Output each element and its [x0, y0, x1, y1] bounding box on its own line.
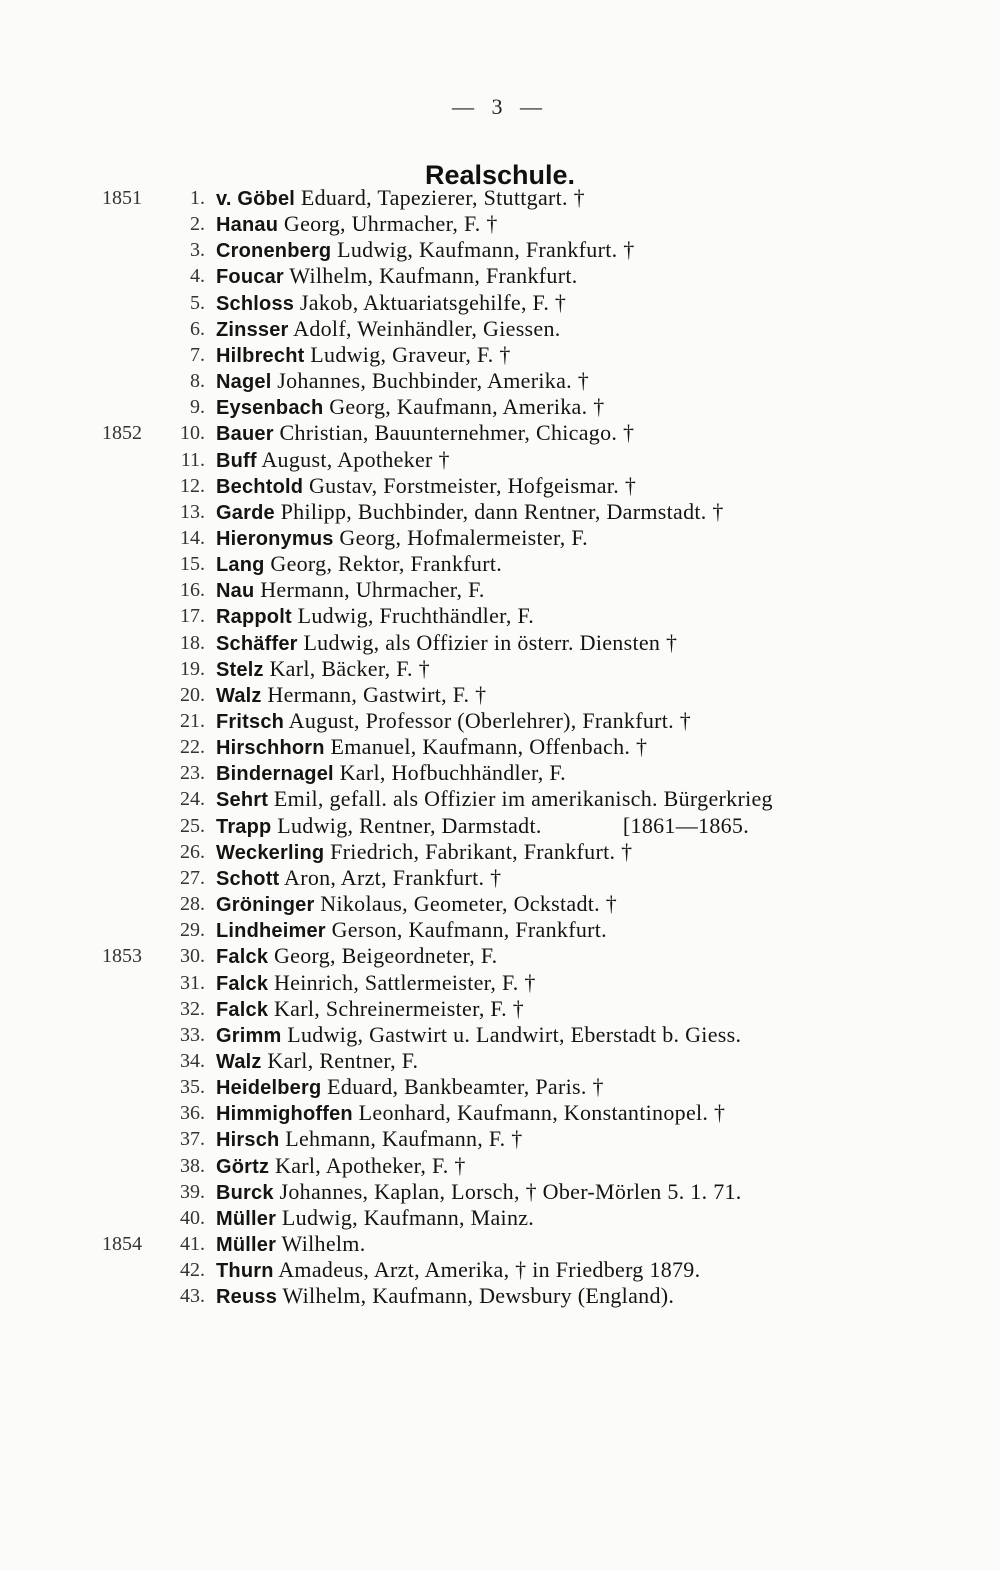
- entry-surname: Bechtold: [216, 475, 304, 498]
- entry-number: 7.: [190, 343, 205, 366]
- entry-details: Georg, Rektor, Frankfurt.: [264, 551, 503, 577]
- entry-surname: Müller: [216, 1234, 277, 1256]
- entry-surname: Thurn: [216, 1260, 274, 1283]
- entry-surname: Sehrt: [216, 789, 269, 812]
- entry-details: Nikolaus, Geometer, Ockstadt. †: [314, 891, 618, 917]
- entry-text: [216, 970, 536, 997]
- entry-details: Georg, Beigeordneter, F.: [268, 943, 498, 969]
- entry-text: [216, 1048, 418, 1075]
- entry-details: Wilhelm.: [276, 1231, 366, 1256]
- entry-number: 43.: [180, 1285, 205, 1308]
- entry-number: 33.: [180, 1023, 205, 1046]
- entry-surname: Lindheimer: [216, 920, 326, 943]
- entry-text: [216, 237, 635, 264]
- entry-details: Philipp, Buchbinder, dann Rentner, Darmstadt. †: [274, 498, 724, 524]
- entry-details: Ludwig, Kaufmann, Mainz.: [276, 1204, 535, 1230]
- entry-surname: Bauer: [216, 423, 274, 446]
- entry-surname: Bindernagel: [216, 763, 334, 786]
- entry-details: Ludwig, Graveur, F. †: [304, 341, 511, 367]
- entry-details: Karl, Schreinermeister, F. †: [268, 995, 525, 1021]
- entry-text: [216, 525, 588, 552]
- entry-details: Wilhelm, Kaufmann, Frankfurt.: [283, 263, 578, 289]
- entry-text: [216, 603, 534, 630]
- entry-text: [216, 839, 632, 866]
- entry-year: 1854: [102, 1233, 142, 1255]
- entry-surname: Schott: [216, 867, 280, 890]
- entry-number: 42.: [180, 1259, 205, 1282]
- entry-surname: Weckerling: [216, 841, 325, 864]
- entry-details: Emil, gefall. als Offizier im amerikanisch. Bürgerkrieg: [268, 786, 773, 812]
- entry-text: [216, 316, 561, 343]
- entry-surname: v. Göbel: [216, 188, 296, 210]
- entry-surname: Walz: [216, 1050, 262, 1073]
- page-number: — 3 —: [452, 94, 548, 119]
- entry-details: Wilhelm, Kaufmann, Dewsbury (England).: [277, 1283, 675, 1309]
- entry-details: Johannes, Buchbinder, Amerika. †: [271, 368, 590, 394]
- entry-text: [216, 813, 749, 840]
- entry-text: [216, 185, 585, 212]
- entry-surname: Stelz: [216, 658, 264, 681]
- entry-details: Emanuel, Kaufmann, Offenbach. †: [324, 734, 648, 760]
- entry-year: 1852: [102, 422, 142, 445]
- entry-details: Georg, Hofmalermeister, F.: [333, 524, 588, 550]
- entry-surname: Schloss: [216, 292, 295, 315]
- entry-text: [216, 1074, 604, 1101]
- entry-surname: Heidelberg: [216, 1077, 322, 1100]
- entry-text: [216, 394, 605, 421]
- entry-surname: Foucar: [216, 266, 284, 289]
- entry-surname: Grimm: [216, 1024, 282, 1047]
- entry-details: Ludwig, Gastwirt u. Landwirt, Eberstadt b. Giess.: [281, 1021, 742, 1047]
- entry-surname: Cronenberg: [216, 240, 332, 263]
- entry-surname: Rappolt: [216, 606, 292, 629]
- entry-surname: Müller: [216, 1207, 277, 1230]
- entry-text: [216, 447, 450, 474]
- entry-surname: Lang: [216, 554, 265, 577]
- entry-details: Leonhard, Kaufmann, Konstantinopel. †: [352, 1100, 726, 1126]
- entry-number: 5.: [190, 291, 205, 314]
- entry-surname: Fritsch: [216, 711, 285, 733]
- entry-text: [216, 551, 502, 578]
- entry-surname: Hieronymus: [216, 527, 334, 550]
- entry-surname: Nagel: [216, 371, 272, 394]
- entry-number: 19.: [180, 657, 205, 680]
- entry-number: 31.: [180, 971, 205, 994]
- entry-surname: Eysenbach: [216, 397, 324, 420]
- entry-details: Aron, Arzt, Frankfurt. †: [279, 864, 502, 890]
- entry-text: [216, 917, 607, 944]
- entry-number: 18.: [180, 631, 205, 654]
- entry-text: [216, 734, 647, 761]
- entry-surname: Hirsch: [216, 1129, 280, 1152]
- entry-number: 30.: [180, 945, 205, 968]
- entry-text: [216, 1179, 742, 1206]
- entry-text: [216, 473, 636, 500]
- entry-text: [216, 865, 501, 892]
- entry-number: 20.: [180, 683, 205, 706]
- entry-details: Johannes, Kaplan, Lorsch, † Ober-Mörlen 5. 1. 71.: [273, 1178, 742, 1204]
- entry-surname: Schäffer: [216, 632, 298, 655]
- entry-details: Karl, Rentner, F.: [261, 1047, 419, 1073]
- entry-number: 41.: [180, 1233, 205, 1255]
- entry-details: Georg, Kaufmann, Amerika. †: [323, 394, 605, 420]
- entry-text: [216, 682, 486, 709]
- entry-details: August, Professor (Oberlehrer), Frankfurt. †: [284, 708, 692, 733]
- entry-text: [216, 368, 589, 395]
- entry-number: 39.: [180, 1180, 205, 1203]
- entry-text: [216, 891, 617, 918]
- entry-details: Amadeus, Arzt, Amerika, † in Friedberg 1879.: [273, 1257, 701, 1283]
- entry-number: 38.: [180, 1154, 205, 1177]
- entry-number: 10.: [180, 422, 205, 445]
- entry-details: Hermann, Gastwirt, F. †: [261, 681, 487, 707]
- entry-number: 29.: [180, 919, 205, 942]
- entry-details: Heinrich, Sattlermeister, F. †: [268, 969, 536, 995]
- entry-details: Ludwig, Fruchthändler, F.: [291, 603, 535, 629]
- entry-text: [216, 1100, 725, 1127]
- entry-number: 27.: [180, 866, 205, 889]
- entry-surname: Hilbrecht: [216, 344, 305, 367]
- entry-number: 21.: [180, 710, 205, 732]
- entry-text: [216, 342, 511, 369]
- entry-surname: Garde: [216, 501, 275, 524]
- entry-surname: Buff: [216, 449, 257, 472]
- entry-number: 36.: [180, 1102, 205, 1125]
- entry-number: 28.: [180, 893, 205, 916]
- entry-details: Ludwig, Kaufmann, Frankfurt. †: [331, 237, 635, 263]
- entry-surname: Burck: [216, 1181, 274, 1204]
- entry-number: 9.: [190, 396, 205, 419]
- entry-surname: Trapp: [216, 815, 272, 838]
- entry-number: 11.: [180, 448, 205, 471]
- entry-details: Gerson, Kaufmann, Frankfurt.: [325, 917, 607, 943]
- entry-number: 15.: [180, 553, 205, 576]
- entry-text: [216, 1283, 674, 1310]
- entry-number: 37.: [180, 1128, 205, 1151]
- entry-text: [216, 499, 724, 526]
- entry-year: 1851: [102, 187, 142, 209]
- entry-details: Jakob, Aktuariatsgehilfe, F. †: [294, 289, 567, 315]
- entry-surname: Falck: [216, 998, 269, 1021]
- entry-text: [216, 656, 430, 683]
- entry-details: Karl, Hofbuchhändler, F.: [333, 760, 566, 786]
- entry-number: 1.: [190, 187, 205, 209]
- entry-number: 32.: [180, 997, 205, 1020]
- entry-details: Eduard, Bankbeamter, Paris. †: [321, 1074, 604, 1100]
- entry-year: 1853: [102, 945, 142, 968]
- entry-number: 14.: [180, 526, 205, 549]
- entry-text: [216, 1257, 700, 1284]
- entry-surname: Görtz: [216, 1155, 270, 1178]
- entry-text: [216, 943, 497, 970]
- entry-text: [216, 211, 498, 238]
- entry-text: [216, 1231, 366, 1258]
- entry-number: 24.: [180, 788, 205, 811]
- entry-number: 23.: [180, 762, 205, 785]
- entry-number: 12.: [180, 474, 205, 497]
- entry-details: Gustav, Forstmeister, Hofgeismar. †: [303, 472, 637, 498]
- entry-details: August, Apotheker †: [256, 446, 450, 472]
- entry-details: Hermann, Uhrmacher, F.: [254, 577, 485, 603]
- entry-number: 34.: [180, 1049, 205, 1072]
- entry-text: [216, 1022, 741, 1049]
- entry-details: Lehmann, Kaufmann, F. †: [279, 1126, 523, 1152]
- entry-number: 2.: [190, 213, 205, 236]
- entry-details: Ludwig, Rentner, Darmstadt. [1861—1865.: [271, 812, 750, 838]
- entry-text: [216, 290, 566, 317]
- entry-surname: Himmighoffen: [216, 1103, 353, 1126]
- entry-details: Ludwig, als Offizier in österr. Diensten †: [297, 629, 678, 655]
- entry-surname: Zinsser: [216, 318, 289, 341]
- entry-details: Adolf, Weinhändler, Giessen.: [288, 315, 561, 341]
- entry-number: 16.: [180, 579, 205, 602]
- entry-surname: Nau: [216, 580, 255, 603]
- entry-details: Friedrich, Fabrikant, Frankfurt. †: [324, 838, 633, 864]
- entry-text: [216, 577, 485, 604]
- entry-text: [216, 708, 691, 735]
- entry-number: 25.: [180, 814, 205, 837]
- entry-text: [216, 1153, 466, 1180]
- entry-surname: Falck: [216, 946, 269, 969]
- entry-text: [216, 1205, 534, 1232]
- entry-details: Karl, Apotheker, F. †: [269, 1152, 466, 1178]
- entry-text: [216, 420, 634, 447]
- entry-number: 6.: [190, 317, 205, 340]
- entry-surname: Falck: [216, 972, 269, 995]
- entry-number: 13.: [180, 500, 205, 523]
- entry-details: Karl, Bäcker, F. †: [263, 655, 430, 681]
- entry-number: 22.: [180, 736, 205, 759]
- entry-details: Eduard, Tapezierer, Stuttgart. †: [295, 185, 585, 210]
- entry-text: [216, 263, 578, 290]
- entry-number: 3.: [190, 239, 205, 262]
- page-title: Realschule.: [424, 160, 576, 190]
- entry-number: 35.: [180, 1076, 205, 1099]
- entry-surname: Gröninger: [216, 894, 315, 917]
- entry-number: 26.: [180, 840, 205, 863]
- entry-number: 4.: [190, 265, 205, 288]
- entry-surname: Hanau: [216, 214, 279, 237]
- entry-text: [216, 630, 677, 657]
- entry-number: 40.: [180, 1206, 205, 1229]
- entry-text: [216, 786, 773, 813]
- entry-details: Georg, Uhrmacher, F. †: [278, 211, 498, 237]
- entry-text: [216, 1126, 523, 1153]
- entry-details: Christian, Bauunternehmer, Chicago. †: [273, 420, 635, 446]
- entry-surname: Reuss: [216, 1286, 278, 1309]
- entry-number: 17.: [180, 605, 205, 628]
- entry-number: 8.: [190, 370, 205, 393]
- entry-surname: Walz: [216, 684, 262, 707]
- entry-surname: Hirschhorn: [216, 737, 325, 760]
- entry-text: [216, 996, 524, 1023]
- entry-text: [216, 760, 566, 787]
